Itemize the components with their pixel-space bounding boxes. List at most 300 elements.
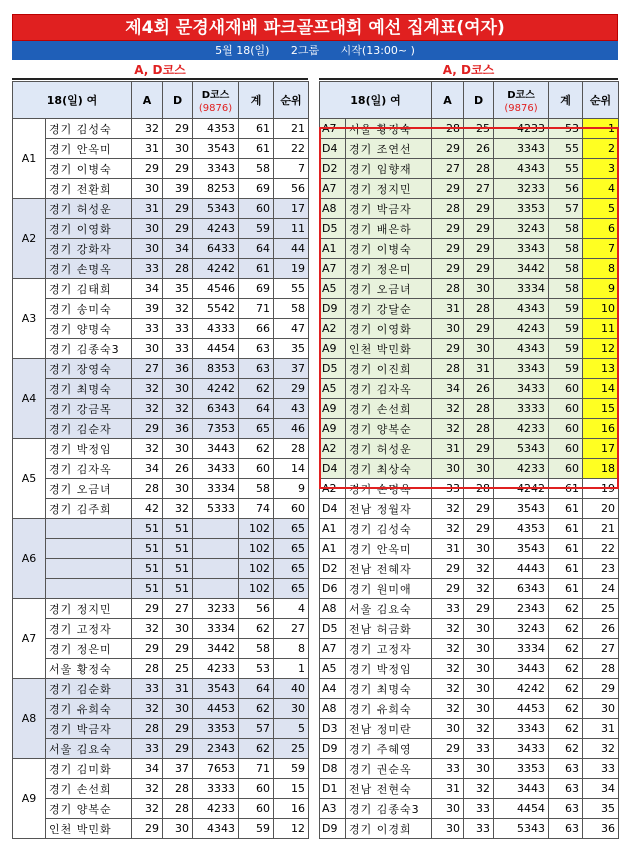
rank: 46 xyxy=(274,419,309,439)
table-row xyxy=(13,519,309,539)
sheet xyxy=(12,14,618,81)
dcourse-score: 3543 xyxy=(193,139,239,159)
table-row xyxy=(13,459,309,479)
score-d: 26 xyxy=(464,139,494,159)
player-name: 경기 박금자 xyxy=(346,199,432,219)
player-name: 전남 정월자 xyxy=(346,499,432,519)
score-d: 33 xyxy=(163,339,193,359)
score-d: 29 xyxy=(163,219,193,239)
dcourse-score: 3333 xyxy=(193,779,239,799)
total-score: 53 xyxy=(239,659,274,679)
score-d: 30 xyxy=(464,539,494,559)
score-d: 36 xyxy=(163,419,193,439)
player-name xyxy=(46,559,132,579)
total-score: 63 xyxy=(549,779,583,799)
rank: 17 xyxy=(274,199,309,219)
rank: 13 xyxy=(583,359,619,379)
rank: 15 xyxy=(274,779,309,799)
group-code: A5 xyxy=(320,659,346,679)
player-name: 전남 정미란 xyxy=(346,719,432,739)
group-label: A4 xyxy=(13,359,46,439)
ranking-row xyxy=(320,499,619,519)
group-code: A8 xyxy=(320,199,346,219)
score-a: 30 xyxy=(432,819,464,839)
total-score: 60 xyxy=(239,459,274,479)
ranking-row xyxy=(320,539,619,559)
ranking-row xyxy=(320,359,619,379)
ranking-row xyxy=(320,679,619,699)
rank: 5 xyxy=(583,199,619,219)
score-a: 28 xyxy=(132,719,163,739)
rank: 33 xyxy=(583,759,619,779)
dcourse-score: 5343 xyxy=(494,439,549,459)
player-name: 경기 고정자 xyxy=(46,619,132,639)
score-d: 30 xyxy=(464,679,494,699)
dcourse-score: 3233 xyxy=(193,599,239,619)
table-row xyxy=(13,719,309,739)
score-a: 30 xyxy=(432,799,464,819)
group-code: A7 xyxy=(320,259,346,279)
group-code: A7 xyxy=(320,119,346,139)
score-a: 32 xyxy=(432,639,464,659)
rank: 12 xyxy=(583,339,619,359)
dcourse-score: 4353 xyxy=(193,119,239,139)
total-score: 58 xyxy=(549,239,583,259)
score-d: 32 xyxy=(464,719,494,739)
score-d: 33 xyxy=(464,819,494,839)
table-row xyxy=(13,139,309,159)
score-a: 30 xyxy=(132,179,163,199)
total-score: 59 xyxy=(239,819,274,839)
table-row xyxy=(13,479,309,499)
player-name: 경기 이영화 xyxy=(46,219,132,239)
rank: 11 xyxy=(274,219,309,239)
score-d: 30 xyxy=(163,139,193,159)
score-d: 30 xyxy=(464,639,494,659)
table-row xyxy=(13,779,309,799)
dcourse-score: 4242 xyxy=(494,479,549,499)
score-a: 30 xyxy=(432,719,464,739)
player-name: 경기 김주희 xyxy=(46,499,132,519)
score-d: 30 xyxy=(163,439,193,459)
total-score: 61 xyxy=(549,519,583,539)
score-a: 30 xyxy=(432,459,464,479)
score-a: 32 xyxy=(132,379,163,399)
player-name: 경기 정지민 xyxy=(346,179,432,199)
table-row xyxy=(13,699,309,719)
dcourse-score: 3243 xyxy=(494,219,549,239)
player-name: 경기 장영숙 xyxy=(46,359,132,379)
dcourse-score: 3433 xyxy=(193,459,239,479)
player-name: 경기 이영화 xyxy=(346,319,432,339)
score-a: 27 xyxy=(132,359,163,379)
score-a: 51 xyxy=(132,539,163,559)
score-a: 33 xyxy=(432,759,464,779)
total-score: 63 xyxy=(549,799,583,819)
rank: 19 xyxy=(583,479,619,499)
group-code: D1 xyxy=(320,779,346,799)
group-label: A6 xyxy=(13,519,46,599)
rank: 5 xyxy=(274,719,309,739)
total-score: 53 xyxy=(549,119,583,139)
total-score: 60 xyxy=(549,419,583,439)
dcourse-score: 4242 xyxy=(193,259,239,279)
rank: 4 xyxy=(274,599,309,619)
rank: 35 xyxy=(274,339,309,359)
group-code: D2 xyxy=(320,159,346,179)
right-header-dcourse-label: D코스 xyxy=(507,90,535,101)
score-a: 32 xyxy=(132,779,163,799)
dcourse-score: 4343 xyxy=(494,339,549,359)
dcourse-score: 4233 xyxy=(494,119,549,139)
dcourse-score: 6343 xyxy=(193,399,239,419)
score-d: 25 xyxy=(464,119,494,139)
player-name: 경기 박금자 xyxy=(46,719,132,739)
table-row xyxy=(13,379,309,399)
score-a: 28 xyxy=(132,479,163,499)
total-score: 62 xyxy=(549,739,583,759)
group-code: A2 xyxy=(320,439,346,459)
ranking-row xyxy=(320,799,619,819)
ranking-row xyxy=(320,219,619,239)
rank: 25 xyxy=(274,739,309,759)
player-name: 경기 전환희 xyxy=(46,179,132,199)
dcourse-score: 3442 xyxy=(494,259,549,279)
right-header-dcourse-sub: (9876) xyxy=(504,103,538,114)
score-a: 32 xyxy=(132,119,163,139)
player-name: 경기 조연선 xyxy=(346,139,432,159)
group-label: A7 xyxy=(13,599,46,679)
score-a: 29 xyxy=(132,599,163,619)
dcourse-score: 4242 xyxy=(193,379,239,399)
score-a: 32 xyxy=(432,679,464,699)
total-score: 102 xyxy=(239,519,274,539)
player-name: 서울 황정숙 xyxy=(46,659,132,679)
left-score-table xyxy=(12,81,309,839)
rank: 22 xyxy=(274,139,309,159)
table-row xyxy=(13,659,309,679)
score-a: 29 xyxy=(432,239,464,259)
table-row xyxy=(13,679,309,699)
score-a: 39 xyxy=(132,299,163,319)
rank: 6 xyxy=(583,219,619,239)
group-code: D3 xyxy=(320,719,346,739)
total-score: 59 xyxy=(549,339,583,359)
dcourse-score: 4443 xyxy=(494,559,549,579)
total-score: 102 xyxy=(239,559,274,579)
score-a: 27 xyxy=(432,159,464,179)
player-name: 인천 박민화 xyxy=(46,819,132,839)
player-name: 경기 최상숙 xyxy=(346,459,432,479)
ranking-row xyxy=(320,279,619,299)
table-row xyxy=(13,739,309,759)
ranking-row xyxy=(320,239,619,259)
dcourse-score: 3443 xyxy=(494,659,549,679)
group-code: D8 xyxy=(320,759,346,779)
ranking-row xyxy=(320,199,619,219)
subtitle-bar xyxy=(12,41,618,60)
player-name: 경기 손선희 xyxy=(346,399,432,419)
dcourse-score: 5333 xyxy=(193,499,239,519)
total-score: 60 xyxy=(239,779,274,799)
ranking-row xyxy=(320,699,619,719)
dcourse-score: 7353 xyxy=(193,419,239,439)
score-a: 31 xyxy=(432,439,464,459)
rank: 9 xyxy=(274,479,309,499)
score-d: 39 xyxy=(163,179,193,199)
total-score: 60 xyxy=(549,459,583,479)
total-score: 56 xyxy=(549,179,583,199)
rank: 44 xyxy=(274,239,309,259)
rank: 55 xyxy=(274,279,309,299)
ranking-row xyxy=(320,119,619,139)
total-score: 64 xyxy=(239,239,274,259)
score-d: 29 xyxy=(464,319,494,339)
total-score: 62 xyxy=(549,679,583,699)
rank: 14 xyxy=(274,459,309,479)
table-row xyxy=(13,299,309,319)
rank: 17 xyxy=(583,439,619,459)
score-a: 33 xyxy=(132,319,163,339)
ranking-row xyxy=(320,579,619,599)
table-row xyxy=(13,599,309,619)
score-a: 33 xyxy=(132,259,163,279)
dcourse-score: 3334 xyxy=(193,479,239,499)
total-score: 69 xyxy=(239,279,274,299)
score-a: 29 xyxy=(432,339,464,359)
table-row xyxy=(13,359,309,379)
ranking-row xyxy=(320,299,619,319)
score-a: 28 xyxy=(432,359,464,379)
score-a: 30 xyxy=(432,319,464,339)
dcourse-score: 3343 xyxy=(494,359,549,379)
ranking-row xyxy=(320,619,619,639)
score-a: 33 xyxy=(432,479,464,499)
total-score: 62 xyxy=(239,379,274,399)
score-d: 33 xyxy=(464,739,494,759)
score-d: 29 xyxy=(464,599,494,619)
total-score: 71 xyxy=(239,299,274,319)
score-d: 26 xyxy=(464,379,494,399)
table-row xyxy=(13,219,309,239)
total-score: 74 xyxy=(239,499,274,519)
group-label: A3 xyxy=(13,279,46,359)
table-row xyxy=(13,119,309,139)
player-name: 서울 황정숙 xyxy=(346,119,432,139)
score-d: 30 xyxy=(464,699,494,719)
score-a: 29 xyxy=(432,579,464,599)
score-a: 34 xyxy=(132,759,163,779)
total-score: 63 xyxy=(549,819,583,839)
dcourse-score: 3433 xyxy=(494,379,549,399)
score-d: 30 xyxy=(464,339,494,359)
score-a: 32 xyxy=(132,439,163,459)
player-name: 전남 전혜자 xyxy=(346,559,432,579)
table-row xyxy=(13,419,309,439)
total-score: 61 xyxy=(549,479,583,499)
rank: 14 xyxy=(583,379,619,399)
right-header-day: 18(일) 여 xyxy=(320,82,432,119)
score-a: 32 xyxy=(432,499,464,519)
ranking-row xyxy=(320,719,619,739)
total-score: 62 xyxy=(239,739,274,759)
ranking-row xyxy=(320,179,619,199)
table-row xyxy=(13,819,309,839)
score-a: 29 xyxy=(432,179,464,199)
score-d: 29 xyxy=(163,159,193,179)
total-score: 62 xyxy=(549,639,583,659)
score-d: 34 xyxy=(163,239,193,259)
group-code: A8 xyxy=(320,699,346,719)
rank: 15 xyxy=(583,399,619,419)
table-row xyxy=(13,159,309,179)
total-score: 61 xyxy=(549,559,583,579)
score-d: 30 xyxy=(163,619,193,639)
table-row xyxy=(13,619,309,639)
group-code: A7 xyxy=(320,639,346,659)
player-name: 경기 오금녀 xyxy=(346,279,432,299)
score-d: 33 xyxy=(464,799,494,819)
total-score: 66 xyxy=(239,319,274,339)
total-score: 64 xyxy=(239,679,274,699)
total-score: 57 xyxy=(549,199,583,219)
dcourse-score: 4453 xyxy=(193,699,239,719)
left-header-day: 18(일) 여 xyxy=(13,82,132,119)
player-name: 경기 이병숙 xyxy=(346,239,432,259)
rank: 65 xyxy=(274,559,309,579)
total-score: 60 xyxy=(239,199,274,219)
score-a: 30 xyxy=(132,239,163,259)
score-d: 32 xyxy=(163,299,193,319)
ranking-row xyxy=(320,599,619,619)
group-code: A2 xyxy=(320,319,346,339)
rank: 4 xyxy=(583,179,619,199)
dcourse-score: 3443 xyxy=(494,779,549,799)
player-name: 전남 전현숙 xyxy=(346,779,432,799)
score-a: 32 xyxy=(432,419,464,439)
total-score: 55 xyxy=(549,139,583,159)
rank: 34 xyxy=(583,779,619,799)
rank: 19 xyxy=(274,259,309,279)
rank: 32 xyxy=(583,739,619,759)
dcourse-score xyxy=(193,539,239,559)
dcourse-score: 3353 xyxy=(494,759,549,779)
table-row xyxy=(13,399,309,419)
score-a: 31 xyxy=(432,299,464,319)
rank: 31 xyxy=(583,719,619,739)
dcourse-score: 5343 xyxy=(193,199,239,219)
rank: 21 xyxy=(583,519,619,539)
score-d: 29 xyxy=(464,239,494,259)
dcourse-score: 4243 xyxy=(494,319,549,339)
ranking-row xyxy=(320,479,619,499)
score-d: 26 xyxy=(163,459,193,479)
total-score: 102 xyxy=(239,539,274,559)
score-d: 32 xyxy=(163,399,193,419)
dcourse-score: 3433 xyxy=(494,739,549,759)
player-name: 경기 최명숙 xyxy=(346,679,432,699)
dcourse-score: 4233 xyxy=(193,799,239,819)
score-d: 29 xyxy=(464,519,494,539)
total-score: 102 xyxy=(239,579,274,599)
right-header-a: A xyxy=(432,82,464,119)
group-code: A5 xyxy=(320,279,346,299)
rank: 30 xyxy=(583,699,619,719)
total-score: 61 xyxy=(239,119,274,139)
right-header-d: D xyxy=(464,82,494,119)
score-d: 28 xyxy=(163,259,193,279)
table-row xyxy=(13,579,309,599)
rank: 28 xyxy=(274,439,309,459)
score-d: 30 xyxy=(163,479,193,499)
total-score: 57 xyxy=(239,719,274,739)
player-name: 경기 손선희 xyxy=(46,779,132,799)
dcourse-score: 3353 xyxy=(193,719,239,739)
score-a: 32 xyxy=(432,399,464,419)
dcourse-score: 7653 xyxy=(193,759,239,779)
right-course-label: A, D코스 xyxy=(319,61,618,80)
total-score: 58 xyxy=(549,279,583,299)
ranking-row xyxy=(320,259,619,279)
rank: 2 xyxy=(583,139,619,159)
player-name: 경기 허성운 xyxy=(46,199,132,219)
player-name: 경기 이경희 xyxy=(346,819,432,839)
dcourse-score: 4333 xyxy=(193,319,239,339)
ranking-row xyxy=(320,559,619,579)
table-row xyxy=(13,539,309,559)
score-d: 51 xyxy=(163,539,193,559)
dcourse-score: 3334 xyxy=(494,279,549,299)
group-code: A2 xyxy=(320,479,346,499)
score-a: 51 xyxy=(132,559,163,579)
score-d: 28 xyxy=(464,399,494,419)
rank: 59 xyxy=(274,759,309,779)
dcourse-score: 5343 xyxy=(494,819,549,839)
dcourse-score: 2343 xyxy=(494,599,549,619)
subtitle-start: 시작(13:00~ ) xyxy=(340,44,415,57)
player-name: 경기 김태희 xyxy=(46,279,132,299)
right-header-sum: 계 xyxy=(549,82,583,119)
total-score: 63 xyxy=(549,759,583,779)
group-code: D5 xyxy=(320,219,346,239)
group-code: D4 xyxy=(320,459,346,479)
rank: 8 xyxy=(274,639,309,659)
score-d: 28 xyxy=(464,159,494,179)
dcourse-score: 4343 xyxy=(494,159,549,179)
player-name: 서울 김요숙 xyxy=(346,599,432,619)
score-d: 28 xyxy=(163,779,193,799)
total-score: 62 xyxy=(549,599,583,619)
total-score: 64 xyxy=(239,399,274,419)
player-name: 경기 김성숙 xyxy=(346,519,432,539)
player-name: 경기 이진희 xyxy=(346,359,432,379)
total-score: 60 xyxy=(549,379,583,399)
player-name: 경기 김자옥 xyxy=(46,459,132,479)
rank: 65 xyxy=(274,539,309,559)
score-a: 32 xyxy=(432,519,464,539)
dcourse-score: 4453 xyxy=(494,699,549,719)
score-a: 30 xyxy=(132,219,163,239)
dcourse-score: 3343 xyxy=(193,159,239,179)
score-a: 34 xyxy=(132,279,163,299)
ranking-row xyxy=(320,779,619,799)
group-label: A9 xyxy=(13,759,46,839)
player-name: 경기 양복순 xyxy=(346,419,432,439)
group-code: A4 xyxy=(320,679,346,699)
dcourse-score: 4454 xyxy=(193,339,239,359)
rank: 16 xyxy=(274,799,309,819)
group-code: A1 xyxy=(320,239,346,259)
